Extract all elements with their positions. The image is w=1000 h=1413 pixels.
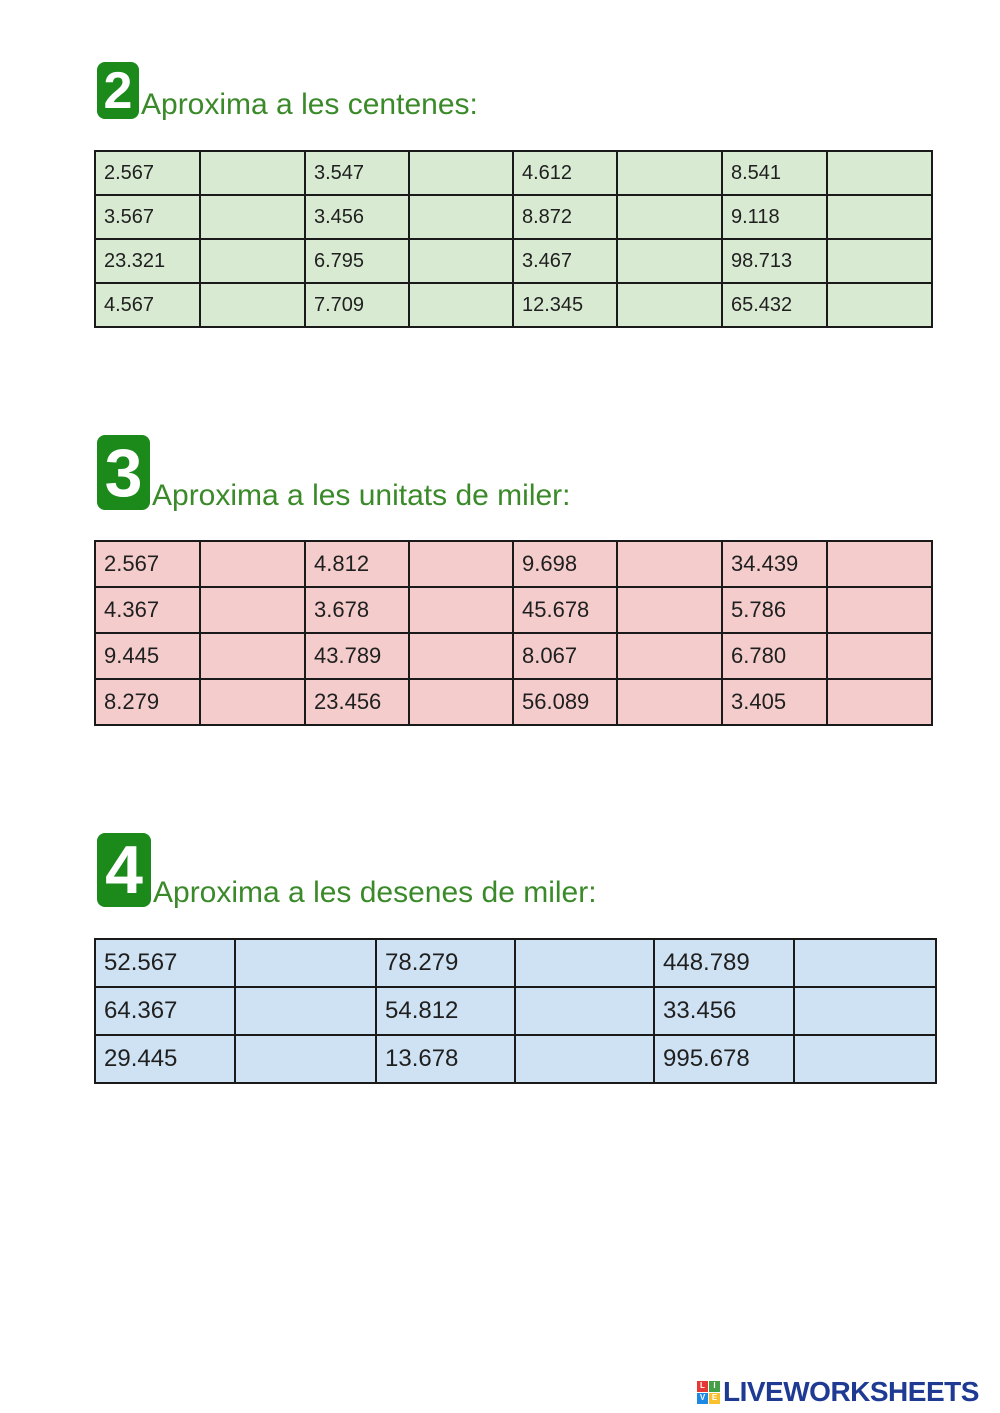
answer-cell[interactable] bbox=[515, 939, 654, 987]
exercise-3-table bbox=[94, 540, 933, 726]
logo-text: LIVEWORKSHEETS bbox=[723, 1376, 979, 1407]
answer-cell[interactable] bbox=[200, 239, 305, 283]
answer-input[interactable] bbox=[828, 634, 931, 678]
number-cell: 23.456 bbox=[305, 679, 409, 725]
answer-cell[interactable] bbox=[409, 195, 513, 239]
answer-input[interactable] bbox=[795, 940, 935, 986]
number-cell: 8.279 bbox=[95, 679, 200, 725]
number-cell: 54.812 bbox=[376, 987, 515, 1035]
table-row bbox=[95, 195, 932, 239]
number-cell: 52.567 bbox=[95, 939, 235, 987]
number-cell: 64.367 bbox=[95, 987, 235, 1035]
answer-input[interactable] bbox=[410, 542, 512, 586]
number-cell: 6.795 bbox=[305, 239, 409, 283]
answer-cell[interactable] bbox=[617, 283, 722, 327]
answer-cell[interactable] bbox=[617, 541, 722, 587]
answer-input[interactable] bbox=[201, 240, 304, 282]
table-row bbox=[95, 939, 936, 987]
number-cell: 8.067 bbox=[513, 633, 617, 679]
number-cell: 3.467 bbox=[513, 239, 617, 283]
answer-cell[interactable] bbox=[827, 679, 932, 725]
number-cell: 98.713 bbox=[722, 239, 827, 283]
answer-cell[interactable] bbox=[409, 679, 513, 725]
answer-input[interactable] bbox=[410, 240, 512, 282]
number-cell: 7.709 bbox=[305, 283, 409, 327]
number-cell: 9.698 bbox=[513, 541, 617, 587]
answer-cell[interactable] bbox=[409, 151, 513, 195]
answer-input[interactable] bbox=[828, 284, 931, 326]
answer-cell[interactable] bbox=[235, 987, 376, 1035]
answer-input[interactable] bbox=[618, 588, 721, 632]
number-cell: 3.567 bbox=[95, 195, 200, 239]
exercise-number-badge: 4 bbox=[97, 833, 151, 907]
table-row bbox=[95, 239, 932, 283]
number-cell: 78.279 bbox=[376, 939, 515, 987]
answer-input[interactable] bbox=[201, 196, 304, 238]
exercise-4-table bbox=[94, 938, 937, 1084]
answer-input[interactable] bbox=[618, 240, 721, 282]
answer-cell[interactable] bbox=[200, 633, 305, 679]
answer-input[interactable] bbox=[828, 588, 931, 632]
number-cell: 4.567 bbox=[95, 283, 200, 327]
number-cell: 3.678 bbox=[305, 587, 409, 633]
number-cell: 4.812 bbox=[305, 541, 409, 587]
answer-cell[interactable] bbox=[827, 195, 932, 239]
answer-input[interactable] bbox=[795, 988, 935, 1034]
answer-cell[interactable] bbox=[409, 541, 513, 587]
answer-input[interactable] bbox=[201, 152, 304, 194]
table-row bbox=[95, 1035, 936, 1083]
answer-cell[interactable] bbox=[827, 151, 932, 195]
answer-input[interactable] bbox=[618, 542, 721, 586]
answer-input[interactable] bbox=[236, 940, 375, 986]
number-cell: 9.445 bbox=[95, 633, 200, 679]
answer-cell[interactable] bbox=[200, 587, 305, 633]
answer-input[interactable] bbox=[828, 680, 931, 724]
number-cell: 5.786 bbox=[722, 587, 827, 633]
exercise-2-heading bbox=[97, 62, 478, 119]
answer-input[interactable] bbox=[201, 284, 304, 326]
answer-input[interactable] bbox=[410, 634, 512, 678]
table-row bbox=[95, 541, 932, 587]
answer-cell[interactable] bbox=[617, 587, 722, 633]
number-cell: 8.872 bbox=[513, 195, 617, 239]
exercise-number-badge: 2 bbox=[97, 62, 139, 119]
answer-input[interactable] bbox=[516, 988, 653, 1034]
table-row bbox=[95, 679, 932, 725]
answer-input[interactable] bbox=[236, 1036, 375, 1082]
number-cell: 6.780 bbox=[722, 633, 827, 679]
number-cell: 29.445 bbox=[95, 1035, 235, 1083]
answer-cell[interactable] bbox=[827, 239, 932, 283]
number-cell: 4.612 bbox=[513, 151, 617, 195]
answer-cell[interactable] bbox=[409, 239, 513, 283]
number-cell: 2.567 bbox=[95, 541, 200, 587]
answer-input[interactable] bbox=[410, 284, 512, 326]
answer-input[interactable] bbox=[516, 1036, 653, 1082]
table-row bbox=[95, 633, 932, 679]
answer-input[interactable] bbox=[618, 680, 721, 724]
answer-cell[interactable] bbox=[200, 541, 305, 587]
exercise-number-badge: 3 bbox=[97, 435, 150, 510]
answer-input[interactable] bbox=[618, 284, 721, 326]
liveworksheets-logo bbox=[697, 1377, 979, 1407]
answer-cell[interactable] bbox=[200, 151, 305, 195]
answer-cell[interactable] bbox=[617, 239, 722, 283]
number-cell: 2.567 bbox=[95, 151, 200, 195]
table-row bbox=[95, 987, 936, 1035]
answer-cell[interactable] bbox=[617, 151, 722, 195]
number-cell: 3.547 bbox=[305, 151, 409, 195]
answer-cell[interactable] bbox=[794, 939, 936, 987]
answer-cell[interactable] bbox=[827, 283, 932, 327]
answer-input[interactable] bbox=[828, 240, 931, 282]
exercise-4-heading bbox=[97, 833, 597, 907]
answer-input[interactable] bbox=[201, 634, 304, 678]
number-cell: 45.678 bbox=[513, 587, 617, 633]
table-row bbox=[95, 151, 932, 195]
answer-cell[interactable] bbox=[515, 987, 654, 1035]
answer-input[interactable] bbox=[201, 680, 304, 724]
answer-input[interactable] bbox=[410, 680, 512, 724]
answer-cell[interactable] bbox=[827, 587, 932, 633]
number-cell: 8.541 bbox=[722, 151, 827, 195]
answer-input[interactable] bbox=[828, 152, 931, 194]
number-cell: 43.789 bbox=[305, 633, 409, 679]
exercise-title: Aproxima a les unitats de miler: bbox=[152, 479, 571, 512]
number-cell: 13.678 bbox=[376, 1035, 515, 1083]
answer-cell[interactable] bbox=[235, 939, 376, 987]
number-cell: 448.789 bbox=[654, 939, 794, 987]
logo-mark-icon: L I V E bbox=[697, 1381, 720, 1404]
exercise-title: Aproxima a les centenes: bbox=[141, 88, 478, 121]
answer-input[interactable] bbox=[236, 988, 375, 1034]
table-row bbox=[95, 283, 932, 327]
exercise-3-heading bbox=[97, 435, 571, 510]
answer-cell[interactable] bbox=[827, 541, 932, 587]
answer-cell[interactable] bbox=[235, 1035, 376, 1083]
exercise-2-table bbox=[94, 150, 933, 328]
answer-input[interactable] bbox=[828, 196, 931, 238]
answer-input[interactable] bbox=[410, 152, 512, 194]
table-row bbox=[95, 587, 932, 633]
answer-input[interactable] bbox=[618, 196, 721, 238]
answer-cell[interactable] bbox=[200, 283, 305, 327]
answer-input[interactable] bbox=[410, 588, 512, 632]
number-cell: 56.089 bbox=[513, 679, 617, 725]
answer-cell[interactable] bbox=[617, 679, 722, 725]
answer-input[interactable] bbox=[201, 542, 304, 586]
answer-cell[interactable] bbox=[409, 633, 513, 679]
number-cell: 3.456 bbox=[305, 195, 409, 239]
answer-cell[interactable] bbox=[200, 195, 305, 239]
answer-cell[interactable] bbox=[409, 587, 513, 633]
number-cell: 995.678 bbox=[654, 1035, 794, 1083]
exercise-title: Aproxima a les desenes de miler: bbox=[153, 876, 597, 909]
answer-input[interactable] bbox=[516, 940, 653, 986]
number-cell: 3.405 bbox=[722, 679, 827, 725]
number-cell: 4.367 bbox=[95, 587, 200, 633]
answer-cell[interactable] bbox=[617, 633, 722, 679]
number-cell: 12.345 bbox=[513, 283, 617, 327]
answer-input[interactable] bbox=[410, 196, 512, 238]
answer-cell[interactable] bbox=[617, 195, 722, 239]
answer-cell[interactable] bbox=[794, 987, 936, 1035]
answer-input[interactable] bbox=[618, 634, 721, 678]
number-cell: 23.321 bbox=[95, 239, 200, 283]
answer-cell[interactable] bbox=[409, 283, 513, 327]
answer-input[interactable] bbox=[618, 152, 721, 194]
number-cell: 33.456 bbox=[654, 987, 794, 1035]
answer-cell[interactable] bbox=[827, 633, 932, 679]
answer-cell[interactable] bbox=[200, 679, 305, 725]
answer-cell[interactable] bbox=[515, 1035, 654, 1083]
number-cell: 9.118 bbox=[722, 195, 827, 239]
number-cell: 65.432 bbox=[722, 283, 827, 327]
number-cell: 34.439 bbox=[722, 541, 827, 587]
answer-input[interactable] bbox=[828, 542, 931, 586]
answer-input[interactable] bbox=[795, 1036, 935, 1082]
answer-cell[interactable] bbox=[794, 1035, 936, 1083]
answer-input[interactable] bbox=[201, 588, 304, 632]
